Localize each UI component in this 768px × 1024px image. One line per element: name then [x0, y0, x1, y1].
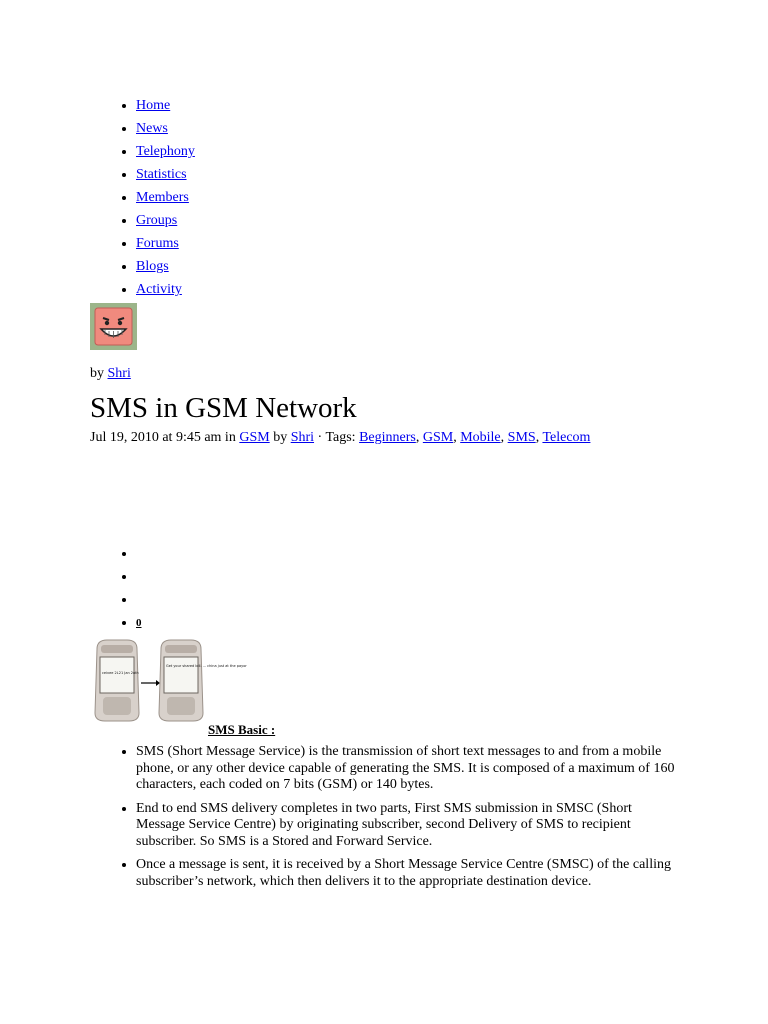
- smiley-face-icon: [90, 303, 137, 350]
- meta-author-link[interactable]: Shri: [290, 430, 315, 445]
- nav-item-blogs: [136, 255, 195, 278]
- nav-item-members: [136, 186, 195, 209]
- share-item[interactable]: [136, 542, 142, 565]
- nav-link-news[interactable]: News: [136, 121, 168, 136]
- tag-link-beginners[interactable]: Beginners: [359, 430, 416, 445]
- share-list: [90, 542, 142, 634]
- meta-by: by: [273, 430, 288, 445]
- share-item[interactable]: [136, 565, 142, 588]
- nav-link-forums[interactable]: Forums: [136, 236, 179, 251]
- section-title: SMS Basic :: [208, 722, 276, 737]
- nav-link-telephony[interactable]: Telephony: [136, 144, 195, 159]
- nav-item-forums: [136, 232, 195, 255]
- nav-link-home[interactable]: Home: [136, 98, 171, 113]
- content-bullet: • End to end SMS delivery completes in two parts, First SMS submission in SMSC (Short Message Service Centre) by originating subscriber, second Delivery of SMS to recipient subscriber. So SMS is a Stored and Forward Service.: [136, 801, 676, 851]
- sms-phones-image: [93, 637, 247, 723]
- nav-link-blogs[interactable]: Blogs: [136, 259, 169, 274]
- byline-prefix: by: [90, 366, 104, 381]
- post-title: SMS in GSM Network: [90, 392, 357, 424]
- tag-link-telecom[interactable]: Telecom: [542, 430, 591, 445]
- nav-item-activity: [136, 278, 195, 301]
- tag-link-mobile[interactable]: Mobile: [460, 430, 501, 445]
- nav-item-news: [136, 117, 195, 140]
- left-phone-screen-text: ceivee 2L21 Jan 2oth: [102, 671, 139, 675]
- nav-link-activity[interactable]: Activity: [136, 282, 182, 297]
- comment-count-item: [136, 611, 142, 634]
- content-bullet: • Once a message is sent, it is received by a Short Message Service Centre (SMSC) of the calling subscriber’s network, which then delivers it to the appropriate destination device.: [136, 857, 676, 890]
- content-bullets: [90, 744, 676, 897]
- post-date: Jul 19, 2010 at 9:45 am in: [90, 430, 236, 445]
- main-nav: [90, 94, 195, 301]
- category-link[interactable]: GSM: [239, 430, 270, 445]
- share-item[interactable]: [136, 588, 142, 611]
- nav-item-statistics: [136, 163, 195, 186]
- nav-item-home: [136, 94, 195, 117]
- tag-link-sms[interactable]: SMS: [507, 430, 536, 445]
- tags-label: · Tags:: [317, 430, 356, 445]
- tag-link-gsm[interactable]: GSM: [422, 430, 454, 445]
- content-bullet: • SMS (Short Message Service) is the transmission of short text messages to and from a mobile phone, or any other device capable of generating the SMS. It is composed of a maximum of 160 characters, each coded on 7 bits (GSM) or 140 bytes.: [136, 744, 676, 794]
- right-phone-screen-text: Get your shared bill. ... china just at the payor: [166, 664, 247, 668]
- nav-link-statistics[interactable]: Statistics: [136, 167, 187, 182]
- author-avatar[interactable]: [90, 303, 137, 350]
- post-meta: Jul 19, 2010 at 9:45 am in GSM by Shri · Tags: Beginners, GSM, Mobile, SMS, Telecom: [90, 430, 591, 445]
- nav-link-groups[interactable]: Groups: [136, 213, 178, 228]
- mobile-phones-illustration: [93, 637, 247, 723]
- post-byline: [90, 366, 131, 382]
- nav-item-groups: [136, 209, 195, 232]
- comment-count-link[interactable]: 0: [136, 617, 142, 629]
- nav-link-members[interactable]: Members: [136, 190, 189, 205]
- author-link[interactable]: Shri: [107, 366, 131, 381]
- nav-item-telephony: [136, 140, 195, 163]
